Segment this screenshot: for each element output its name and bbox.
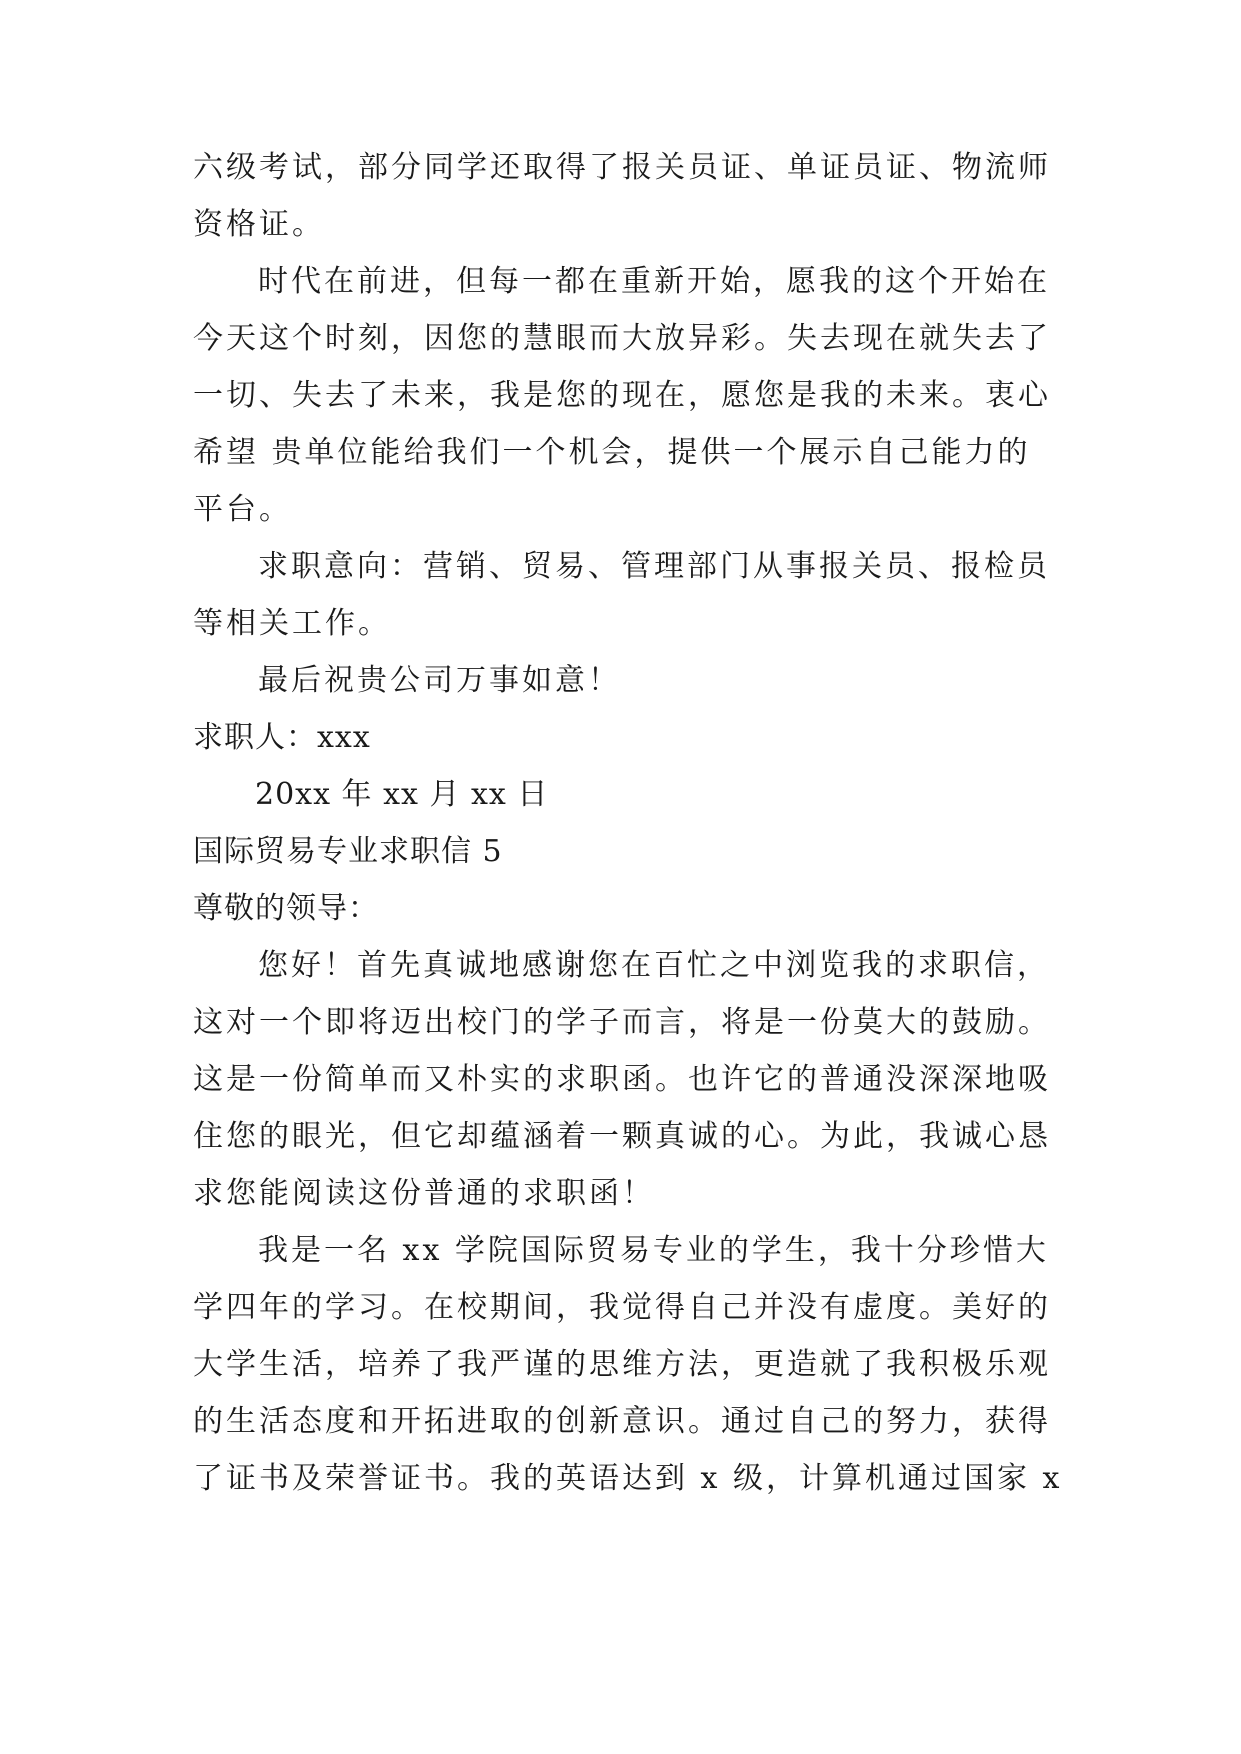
text-line: 求您能阅读这份普通的求职函！ xyxy=(193,1176,655,1211)
text-line: 最后祝贵公司万事如意！ xyxy=(258,663,621,698)
text-line: 这是一份简单而又朴实的求职函。也许它的普通没深深地吸 xyxy=(193,1062,1051,1097)
text-line: 平台。 xyxy=(193,492,292,527)
text-line: 等相关工作。 xyxy=(193,606,391,641)
text-line: 时代在前进，但每一都在重新开始，愿我的这个开始在 xyxy=(258,264,1050,299)
text-line: 资格证。 xyxy=(193,207,325,242)
text-line: 一切、失去了未来，我是您的现在，愿您是我的未来。衷心 xyxy=(193,378,1051,413)
text-line: 学四年的学习。在校期间，我觉得自己并没有虚度。美好的 xyxy=(193,1290,1051,1325)
text-line: 今天这个时刻，因您的慧眼而大放异彩。失去现在就失去了 xyxy=(193,321,1051,356)
text-line: 希望 贵单位能给我们一个机会，提供一个展示自己能力的 xyxy=(193,435,1031,470)
text-line: 六级考试，部分同学还取得了报关员证、单证员证、物流师 xyxy=(193,150,1051,185)
text-line: 这对一个即将迈出校门的学子而言，将是一份莫大的鼓励。 xyxy=(193,1005,1051,1040)
text-line: 我是一名 xx 学院国际贸易专业的学生，我十分珍惜大 xyxy=(258,1233,1049,1268)
text-line: 的生活态度和开拓进取的创新意识。通过自己的努力，获得 xyxy=(193,1404,1051,1439)
salutation-line: 尊敬的领导： xyxy=(193,891,379,926)
section-heading: 国际贸易专业求职信 5 xyxy=(193,834,503,869)
text-line: 了证书及荣誉证书。我的英语达到 x 级，计算机通过国家 x xyxy=(193,1461,1063,1496)
date-line: 20xx 年 xx 月 xx 日 xyxy=(255,777,549,812)
text-line: 住您的眼光，但它却蕴涵着一颗真诚的心。为此，我诚心恳 xyxy=(193,1119,1051,1154)
signature-line: 求职人：xxx xyxy=(193,720,371,755)
text-line: 求职意向：营销、贸易、管理部门从事报关员、报检员 xyxy=(258,549,1050,584)
text-line: 您好！首先真诚地感谢您在百忙之中浏览我的求职信， xyxy=(258,948,1050,983)
text-line: 大学生活，培养了我严谨的思维方法，更造就了我积极乐观 xyxy=(193,1347,1051,1382)
